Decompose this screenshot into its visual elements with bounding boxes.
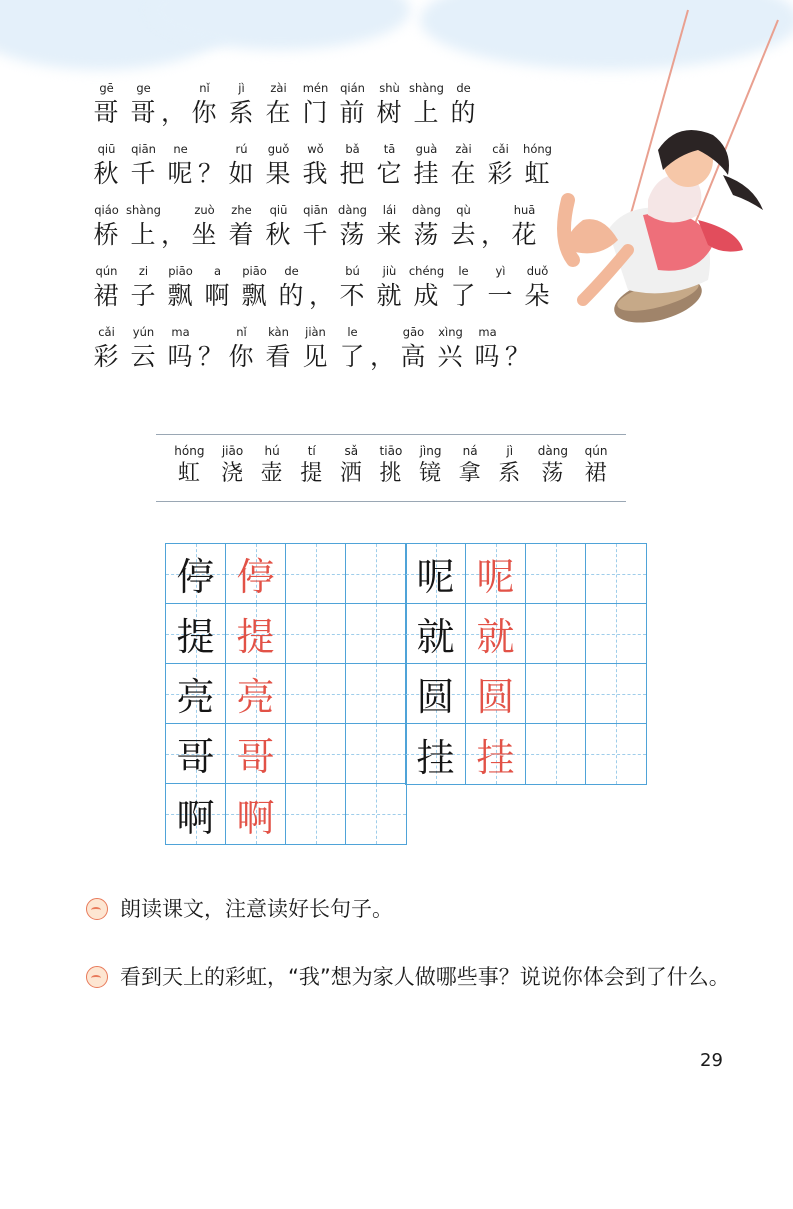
trace-character-cell [226,784,286,844]
empty-writing-cell [286,664,346,724]
trace-character-cell [226,664,286,724]
pinyin: lái [382,203,397,217]
character-with-pinyin [260,324,297,376]
empty-writing-cell [346,784,406,844]
character-with-pinyin [334,202,371,254]
hanzi: 裙 [584,461,608,486]
punctuation [199,141,223,193]
character-with-pinyin [273,263,310,315]
pinyin: qiān [303,203,328,217]
pinyin: zi [138,264,149,278]
hanzi: 荡 [413,220,440,249]
pinyin: zài [270,81,287,95]
hanzi: 拿 [458,461,482,486]
character-with-pinyin [445,202,482,254]
hanzi: 花 [511,220,538,249]
hanzi: 高 [400,342,427,371]
trace-character-cell [226,724,286,784]
character-with-pinyin [334,141,371,193]
character-with-pinyin [260,141,297,193]
pinyin: shàng [409,81,444,95]
hanzi: 飘 [167,281,194,310]
character-with-pinyin [432,324,469,376]
pinyin: gāo [402,325,425,339]
page-number: 29 [700,1050,723,1071]
pinyin: bǎ [345,142,360,156]
pinyin: gē [99,81,114,95]
pinyin: chéng [408,264,445,278]
hanzi: 镜 [419,461,443,486]
hanzi: 系 [498,461,522,486]
pinyin: guà [415,142,438,156]
character-with-pinyin [408,80,445,132]
pinyin: tā [383,142,396,156]
hanzi: 彩 [487,159,514,188]
character-with-pinyin [445,263,482,315]
writing-grid-right [405,543,647,785]
question-2 [86,954,730,1000]
pinyin: jiù [382,264,397,278]
trace-character: 亮 [236,675,275,719]
vocab-item [419,443,442,489]
trace-character-cell [466,724,526,784]
trace-character: 停 [236,555,275,599]
punctuation [162,202,186,254]
character-with-pinyin [88,324,125,376]
hanzi: 在 [265,98,292,127]
hanzi: 啊 [204,281,231,310]
pinyin: rú [235,142,248,156]
hanzi: 不 [339,281,366,310]
pinyin: zài [455,142,472,156]
pinyin: le [347,325,358,339]
pinyin: dàng [338,203,367,217]
hanzi: 桥 [93,220,120,249]
empty-writing-cell [586,724,646,784]
character-with-pinyin [297,324,334,376]
empty-writing-cell [526,544,586,604]
hanzi: ， [161,220,188,249]
character-with-pinyin [371,141,408,193]
character-with-pinyin [223,202,260,254]
hanzi: 上 [130,220,157,249]
hanzi: ？ [198,159,225,188]
hanzi: 朵 [524,281,551,310]
trace-character: 啊 [236,795,275,840]
question-text: 朗读课文，注意读好长句子。 [120,897,393,921]
hanzi: 千 [130,159,157,188]
punctuation [506,324,530,376]
hanzi: 你 [228,342,255,371]
character-with-pinyin [223,141,260,193]
hanzi: 吗 [474,342,501,371]
hanzi: 你 [191,98,218,127]
character-with-pinyin [88,80,125,132]
empty-writing-cell [586,544,646,604]
hanzi: 系 [228,98,255,127]
character-with-pinyin [162,263,199,315]
punctuation [482,202,506,254]
hanzi: 洒 [339,461,363,486]
character-with-pinyin [482,141,519,193]
empty-writing-cell [586,664,646,724]
model-character: 就 [416,615,455,659]
hanzi: ， [370,342,397,371]
hanzi: 荡 [541,461,565,486]
poem-line [88,324,558,376]
pinyin: tiāo [379,444,403,458]
character-with-pinyin [260,80,297,132]
hanzi: 提 [300,461,324,486]
trace-character: 圆 [476,675,515,719]
hanzi: 子 [130,281,157,310]
model-character: 亮 [176,675,215,719]
hanzi: 呢 [167,159,194,188]
pinyin: le [458,264,469,278]
character-with-pinyin [469,324,506,376]
trace-character-cell [226,604,286,664]
model-character: 呢 [416,555,455,599]
empty-writing-cell [346,604,406,664]
model-character: 啊 [176,795,215,840]
character-with-pinyin [297,141,334,193]
pinyin: qiān [131,142,156,156]
hanzi: 树 [376,98,403,127]
trace-character-cell [466,604,526,664]
hanzi: 门 [302,98,329,127]
hanzi: 了 [450,281,477,310]
poem-line [88,80,558,132]
model-character-cell [166,724,226,784]
character-with-pinyin [125,263,162,315]
hanzi: 坐 [191,220,218,249]
character-with-pinyin [186,202,223,254]
hanzi: 把 [339,159,366,188]
pinyin: kàn [268,325,289,339]
empty-writing-cell [286,784,346,844]
model-character-cell [406,604,466,664]
vocab-item [498,443,521,489]
empty-writing-cell [526,604,586,664]
pinyin: bú [345,264,360,278]
pinyin: tí [307,444,316,458]
vocab-item [459,443,482,489]
hanzi: 浇 [221,461,245,486]
model-character-cell [166,544,226,604]
hanzi: 的 [450,98,477,127]
vocab-item [221,443,244,489]
hanzi: 它 [376,159,403,188]
vocab-row [156,435,626,489]
character-with-pinyin [162,324,199,376]
pinyin: zuò [194,203,215,217]
trace-character: 挂 [476,735,515,780]
hanzi: ？ [198,342,225,371]
trace-character: 哥 [236,735,275,779]
model-character: 哥 [176,735,215,779]
vocab-item [585,443,608,489]
vocab-item [174,443,204,489]
pinyin: qián [340,81,365,95]
character-with-pinyin [334,80,371,132]
pinyin: zhe [231,203,252,217]
pinyin: qún [584,444,608,458]
empty-writing-cell [286,604,346,664]
vocab-item [340,443,363,489]
pinyin: qù [456,203,471,217]
hanzi: 我 [302,159,329,188]
hanzi: 吗 [167,342,194,371]
model-character-cell [406,544,466,604]
pinyin: hóng [174,444,205,458]
hanzi: ， [481,220,508,249]
hanzi: 前 [339,98,366,127]
empty-writing-cell [346,724,406,784]
pinyin: qiáo [94,203,119,217]
pinyin: qiū [269,203,288,217]
empty-writing-cell [286,544,346,604]
hanzi: ？ [505,342,532,371]
empty-writing-cell [526,664,586,724]
hanzi: 哥 [130,98,157,127]
character-with-pinyin [371,202,408,254]
pinyin: ma [478,325,497,339]
pinyin: wǒ [307,142,324,156]
vocab-item [261,443,284,489]
model-character-cell [166,604,226,664]
hanzi: 裙 [93,281,120,310]
poem-text [88,80,558,385]
character-with-pinyin [223,324,260,376]
character-with-pinyin [199,263,236,315]
hanzi: 就 [376,281,403,310]
hanzi: 看 [265,342,292,371]
pinyin: qún [95,264,118,278]
trace-character: 呢 [476,555,515,599]
hanzi: 在 [450,159,477,188]
reading-icon [86,898,108,920]
new-characters-box [156,434,626,502]
hanzi: 了 [339,342,366,371]
punctuation [310,263,334,315]
pinyin: shù [379,81,400,95]
character-with-pinyin [223,80,260,132]
hanzi: 虹 [177,461,201,486]
pinyin: piāo [168,264,193,278]
pinyin: piāo [242,264,267,278]
question-1 [86,886,730,932]
hanzi: 飘 [241,281,268,310]
vocab-item [300,443,323,489]
trace-character-cell [466,664,526,724]
pinyin: ne [173,142,188,156]
girl-on-swing-illustration [548,0,793,340]
character-with-pinyin [395,324,432,376]
pinyin: nǐ [199,81,210,95]
pinyin: nǐ [236,325,247,339]
character-with-pinyin [408,202,445,254]
character-with-pinyin [371,80,408,132]
hanzi: 见 [302,342,329,371]
poem-line [88,202,558,254]
character-with-pinyin [125,202,162,254]
pinyin: a [213,264,222,278]
hanzi: 千 [302,220,329,249]
character-with-pinyin [186,80,223,132]
pinyin: xìng [438,325,463,339]
question-text: 看到天上的彩虹，“我”想为家人做哪些事？说说你体会到了什么。 [120,965,730,989]
character-with-pinyin [88,141,125,193]
pinyin: dàng [412,203,441,217]
character-with-pinyin [260,202,297,254]
pinyin: hóng [523,142,552,156]
pinyin: ma [171,325,190,339]
empty-writing-cell [286,724,346,784]
pinyin: jìng [419,444,442,458]
empty-writing-cell [586,604,646,664]
hanzi: 挂 [413,159,440,188]
hanzi: 成 [413,281,440,310]
character-with-pinyin [88,263,125,315]
model-character: 圆 [416,675,455,719]
model-character-cell [406,664,466,724]
hanzi: 如 [228,159,255,188]
pinyin: mén [302,81,329,95]
hanzi: 着 [228,220,255,249]
empty-writing-cell [526,724,586,784]
character-with-pinyin [482,263,519,315]
character-with-pinyin [125,80,162,132]
model-character: 挂 [416,735,455,780]
character-with-pinyin [125,141,162,193]
hanzi: 果 [265,159,292,188]
hanzi: 一 [487,281,514,310]
hanzi: ， [161,98,188,127]
pinyin: qiū [97,142,116,156]
pinyin: jiàn [305,325,326,339]
hanzi: 兴 [437,342,464,371]
trace-character: 就 [476,615,515,659]
pinyin: duǒ [526,264,549,278]
hanzi: 荡 [339,220,366,249]
character-with-pinyin [408,141,445,193]
character-with-pinyin [297,202,334,254]
pinyin: jì [506,444,514,458]
writing-grid-left [165,543,407,845]
character-with-pinyin [236,263,273,315]
punctuation [162,80,186,132]
pinyin: yún [132,325,155,339]
empty-writing-cell [346,664,406,724]
pinyin: yì [495,264,506,278]
hanzi: 上 [413,98,440,127]
character-with-pinyin [88,202,125,254]
model-character-cell [166,784,226,844]
pinyin: jì [238,81,245,95]
hanzi: 去 [450,220,477,249]
model-character: 停 [176,555,215,599]
pinyin: cǎi [492,142,509,156]
trace-character-cell [226,544,286,604]
pinyin: guǒ [267,142,290,156]
pinyin: dàng [537,444,568,458]
character-with-pinyin [297,80,334,132]
character-with-pinyin [445,80,482,132]
empty-writing-cell [346,544,406,604]
pinyin: huā [513,203,536,217]
pinyin: jiāo [221,444,244,458]
hanzi: 的 [278,281,305,310]
hanzi: ， [309,281,336,310]
punctuation [371,324,395,376]
reading-icon [86,966,108,988]
hanzi: 云 [130,342,157,371]
vocab-item [538,443,568,489]
model-character-cell [166,664,226,724]
pinyin: de [456,81,471,95]
trace-character: 提 [236,615,275,659]
hanzi: 挑 [379,461,403,486]
hanzi: 虹 [524,159,551,188]
hanzi: 彩 [93,342,120,371]
poem-line [88,141,558,193]
vocab-item [379,443,402,489]
pinyin: ge [136,81,151,95]
model-character: 提 [176,615,215,659]
character-with-pinyin [162,141,199,193]
pinyin: hú [264,444,280,458]
hanzi: 哥 [93,98,120,127]
pinyin: ná [462,444,478,458]
character-with-pinyin [125,324,162,376]
pinyin: sǎ [344,444,359,458]
character-with-pinyin [334,263,371,315]
hanzi: 来 [376,220,403,249]
pinyin: shàng [126,203,161,217]
hanzi: 秋 [265,220,292,249]
pinyin: cǎi [98,325,115,339]
trace-character-cell [466,544,526,604]
character-with-pinyin [408,263,445,315]
model-character-cell [406,724,466,784]
pinyin: de [284,264,299,278]
punctuation [199,324,223,376]
character-with-pinyin [334,324,371,376]
character-with-pinyin [506,202,543,254]
hanzi: 壶 [260,461,284,486]
character-with-pinyin [371,263,408,315]
poem-line [88,263,558,315]
hanzi: 秋 [93,159,120,188]
character-with-pinyin [445,141,482,193]
